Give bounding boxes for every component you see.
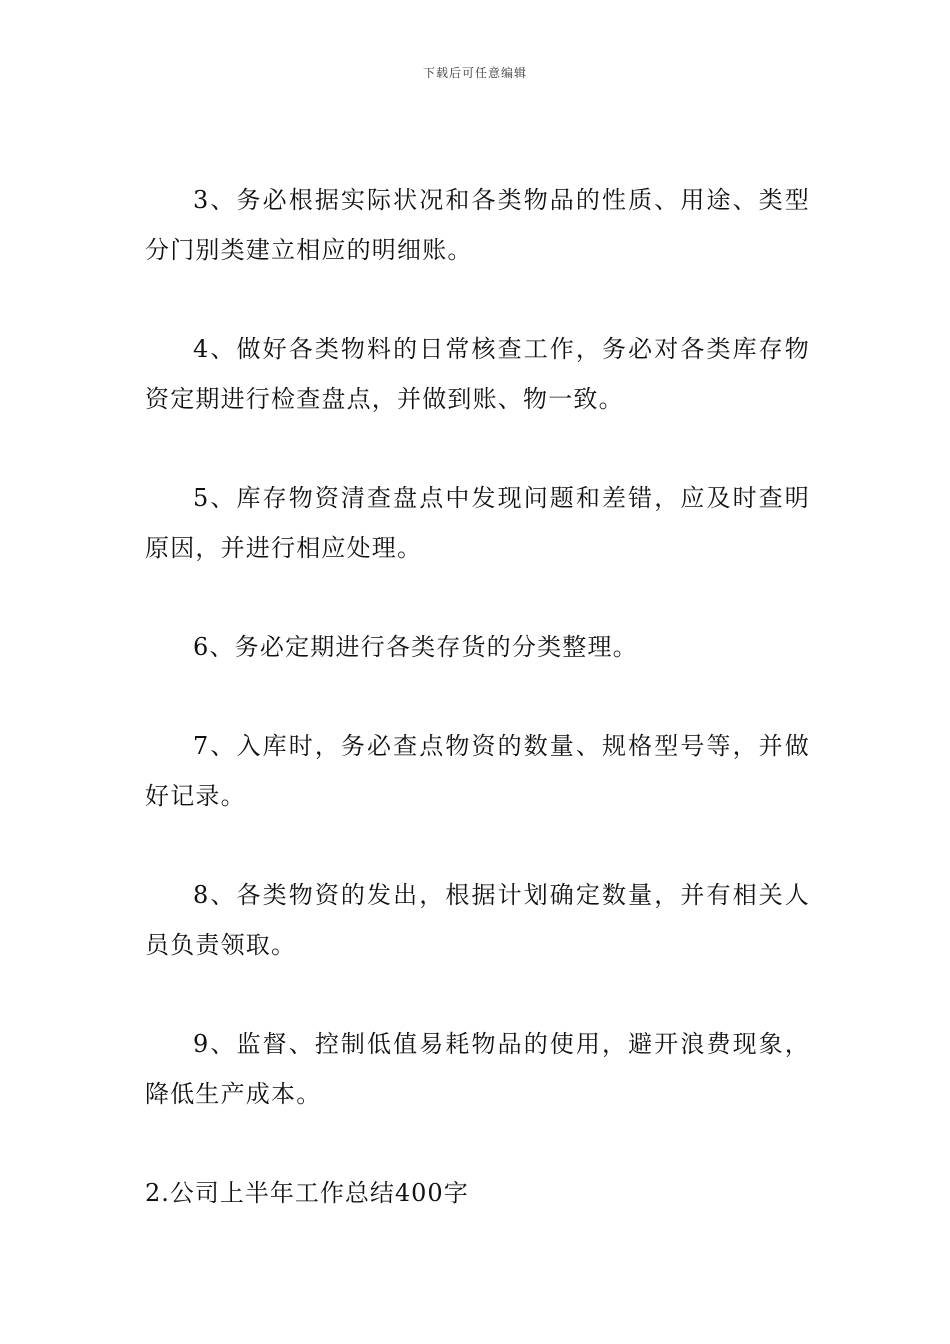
- page-header-note: 下载后可任意编辑: [422, 66, 527, 80]
- paragraph-item-7: 7、入库时，务必查点物资的数量、规格型号等，并做好记录。: [145, 732, 810, 810]
- paragraph-item-8: 8、各类物资的发出，根据计划确定数量，并有相关人员负责领取。: [145, 881, 810, 959]
- paragraph-item-9: 9、监督、控制低值易耗物品的使用，避开浪费现象，降低生产成本。: [145, 1030, 810, 1108]
- paragraph-item-3: 3、务必根据实际状况和各类物品的性质、用途、类型分门别类建立相应的明细账。: [145, 186, 810, 264]
- paragraph-item-4: 4、做好各类物料的日常核查工作，务必对各类库存物资定期进行检查盘点，并做到账、物一致。: [145, 335, 810, 413]
- paragraph-item-5: 5、库存物资清查盘点中发现问题和差错，应及时查明原因，并进行相应处理。: [145, 484, 810, 562]
- paragraph-item-6: 6、务必定期进行各类存货的分类整理。: [193, 633, 638, 661]
- section-heading: 2.公司上半年工作总结400字: [145, 1179, 469, 1207]
